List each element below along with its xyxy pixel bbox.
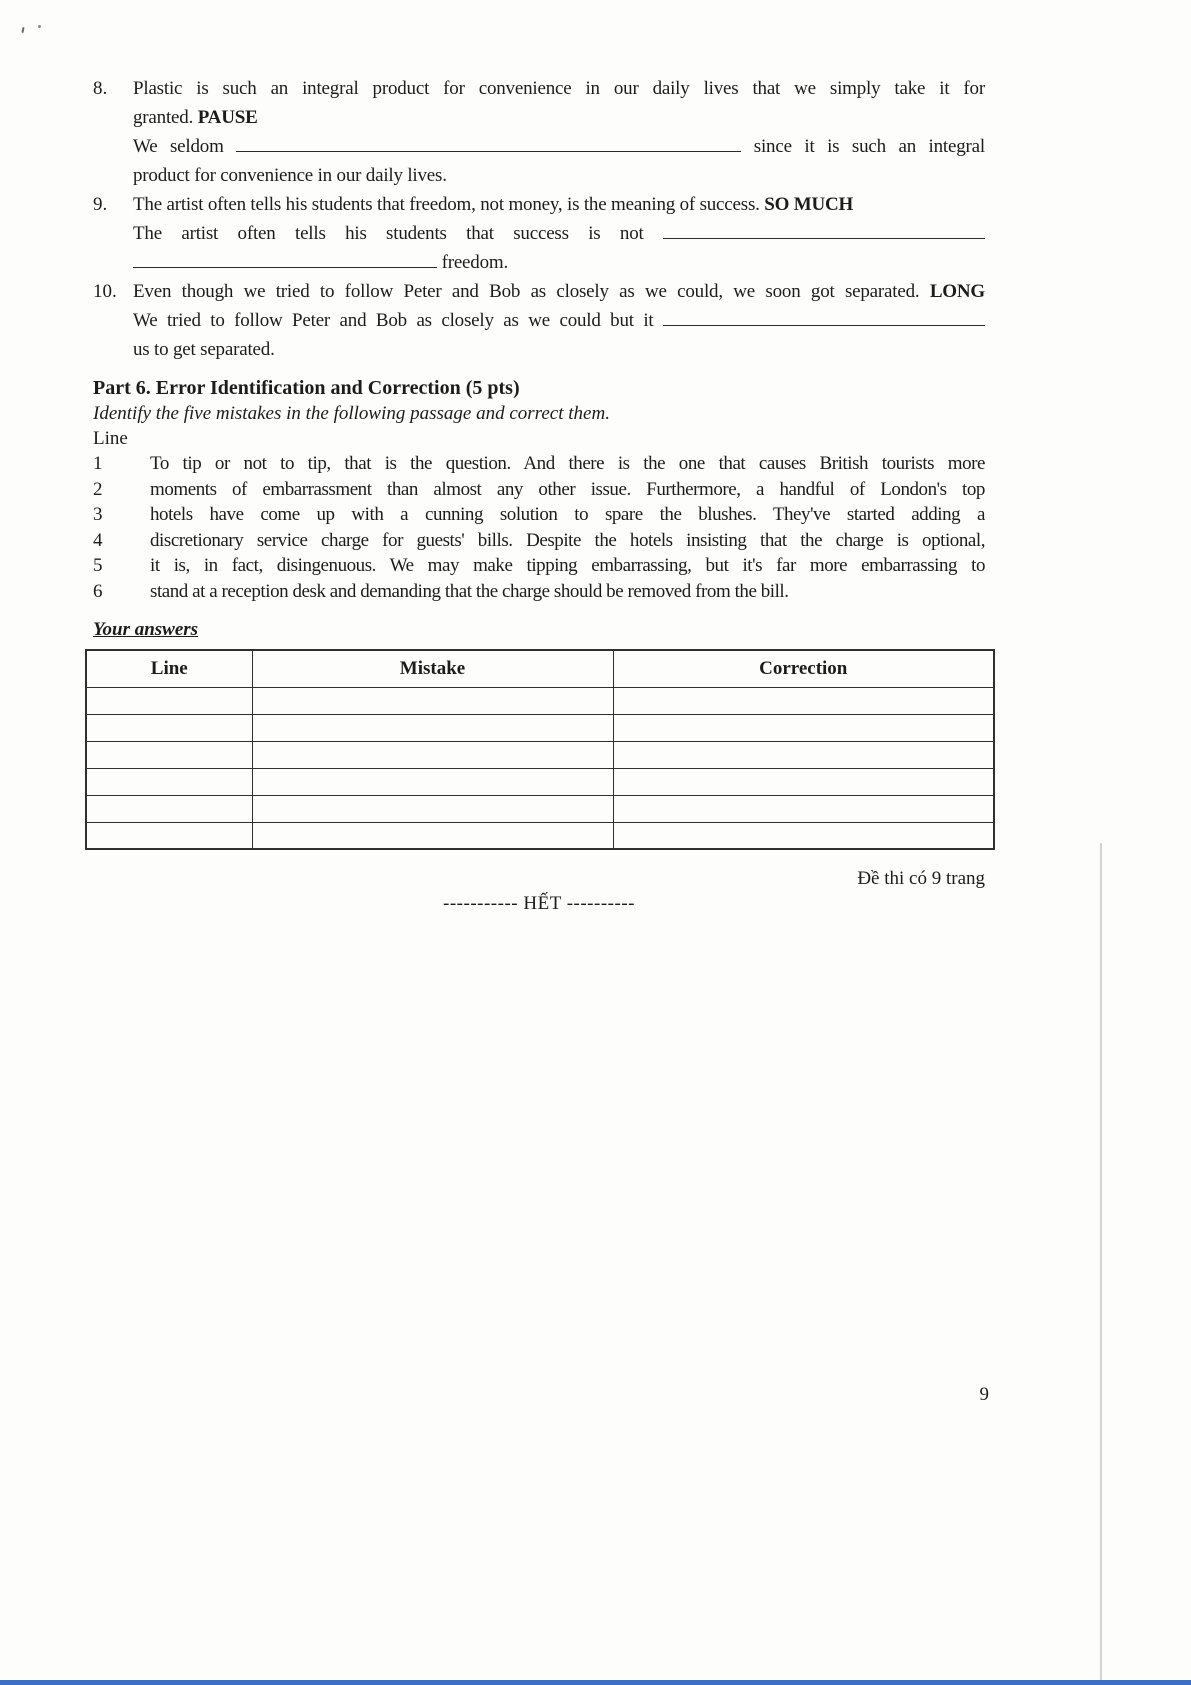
item8-keyword: PAUSE: [197, 107, 258, 128]
page-number: 9: [979, 1384, 989, 1405]
table-row: [86, 714, 994, 741]
passage-line: [93, 579, 985, 605]
item8-rewrite-prefix: We seldom: [133, 136, 224, 157]
passage-line: [93, 451, 985, 477]
item8-rewrite-suffix: since it is such an integral: [753, 136, 985, 157]
passage-line: [93, 477, 985, 503]
item9-sentence: [133, 190, 985, 219]
answer-cell-correction: [613, 768, 994, 795]
passage-line-text: discretionary service charge for guests' bills. Despite the hotels insisting that the charge is optional,: [150, 529, 985, 551]
answer-cell-mistake: [252, 768, 613, 795]
answer-cell-line: [86, 822, 252, 849]
passage-line-number: 6: [93, 580, 103, 602]
answer-cell-line: [86, 741, 252, 768]
rewrite-item-9: [93, 190, 985, 277]
part6-title: Part 6. Error Identification and Correction (5 pts): [93, 377, 520, 399]
item8-rewrite-line: [133, 132, 985, 161]
col-header-mistake: Mistake: [252, 650, 613, 687]
item10-rewrite-prefix: We tried to follow Peter and Bob as closely as we could but it: [133, 310, 654, 331]
answer-cell-line: [86, 714, 252, 741]
item8-rewrite-tail: product for convenience in our daily lives.: [133, 165, 447, 186]
col-header-line: Line: [86, 650, 252, 687]
table-header-row: [86, 650, 994, 687]
answer-blank: [663, 309, 985, 326]
answer-cell-mistake: [252, 687, 613, 714]
answer-cell-mistake: [252, 822, 613, 849]
part6-line-label: Line: [93, 428, 128, 449]
table-row: [86, 741, 994, 768]
table-row: [86, 795, 994, 822]
item-number: 9.: [93, 194, 108, 215]
answer-cell-mistake: [252, 741, 613, 768]
passage-line-number: 4: [93, 529, 103, 551]
item8-rewrite-line2: [133, 161, 985, 190]
rewrite-item-10: [93, 277, 985, 364]
item8-sentence-text: Plastic is such an integral product for convenience in our daily lives that we simply take it for: [133, 78, 985, 99]
passage-line: [93, 528, 985, 554]
answer-cell-mistake: [252, 795, 613, 822]
rewrite-item-8: [93, 74, 985, 190]
item10-rewrite-line2: [133, 335, 985, 364]
passage-line-text: it is, in fact, disingenuous. We may make tipping embarrassing, but it's far more embarrassing to: [150, 555, 985, 576]
item9-keyword: SO MUCH: [764, 194, 854, 215]
item8-sentence: [133, 74, 985, 103]
part6-passage: [93, 451, 985, 604]
passage-line: [93, 502, 985, 528]
answer-cell-correction: [613, 714, 994, 741]
item10-keyword: LONG: [929, 281, 985, 302]
item9-rewrite-line: [133, 219, 985, 248]
answer-cell-correction: [613, 741, 994, 768]
item9-sentence-text: The artist often tells his students that freedom, not money, is the meaning of success.: [133, 194, 760, 215]
answer-cell-correction: [613, 822, 994, 849]
answer-cell-line: [86, 768, 252, 795]
table-row: [86, 687, 994, 714]
answer-cell-line: [86, 687, 252, 714]
answer-blank: [133, 251, 437, 268]
scan-artifact-dot: [38, 25, 41, 28]
your-answers-label: Your answers: [93, 619, 199, 640]
item10-rewrite-tail: us to get separated.: [133, 339, 275, 360]
item-number: 8.: [93, 78, 108, 99]
passage-line-number: 1: [93, 453, 103, 474]
item9-rewrite-line2: [133, 248, 985, 277]
scan-artifact-comma: [21, 27, 24, 33]
item8-granted: granted.: [133, 107, 194, 128]
passage-line-text: To tip or not to tip, that is the question. And there is the one that causes British tourists more: [150, 453, 985, 474]
answer-cell-correction: [613, 795, 994, 822]
passage-line-number: 2: [93, 478, 103, 500]
item9-rewrite-tail: freedom.: [441, 252, 509, 273]
item9-rewrite-prefix: The artist often tells his students that success is not: [133, 223, 644, 244]
answer-cell-mistake: [252, 714, 613, 741]
item-number: 10.: [93, 281, 117, 302]
passage-line: [93, 553, 985, 579]
table-row: [86, 768, 994, 795]
answer-cell-correction: [613, 687, 994, 714]
item10-rewrite-line: [133, 306, 985, 335]
table-row: [86, 822, 994, 849]
col-header-correction: Correction: [613, 650, 994, 687]
passage-line-number: 5: [93, 555, 103, 576]
end-marker: ----------- HẾT ----------: [443, 893, 635, 914]
item10-sentence-text: Even though we tried to follow Peter and Bob as closely as we could, we soon got separated.: [133, 281, 920, 302]
passage-line-text: stand at a reception desk and demanding that the charge should be removed from the bill.: [150, 580, 789, 602]
scan-artifact-blue-line: [0, 1680, 1191, 1685]
item8-sentence-end: [133, 103, 985, 132]
page-content: [93, 74, 985, 917]
passage-line-text: moments of embarrassment than almost any other issue. Furthermore, a handful of London's top: [150, 478, 985, 500]
answer-cell-line: [86, 795, 252, 822]
part6-instruction: Identify the five mistakes in the following passage and correct them.: [93, 403, 610, 424]
answer-blank: [236, 135, 741, 152]
answer-blank: [663, 222, 985, 239]
scan-artifact-vertical-line: [1100, 843, 1102, 1685]
passage-line-text: hotels have come up with a cunning solution to spare the blushes. They've started adding a: [150, 504, 985, 525]
answers-table: [85, 649, 995, 850]
item10-sentence: [133, 277, 985, 306]
pages-note: Đề thi có 9 trang: [857, 868, 985, 889]
passage-line-number: 3: [93, 504, 103, 525]
